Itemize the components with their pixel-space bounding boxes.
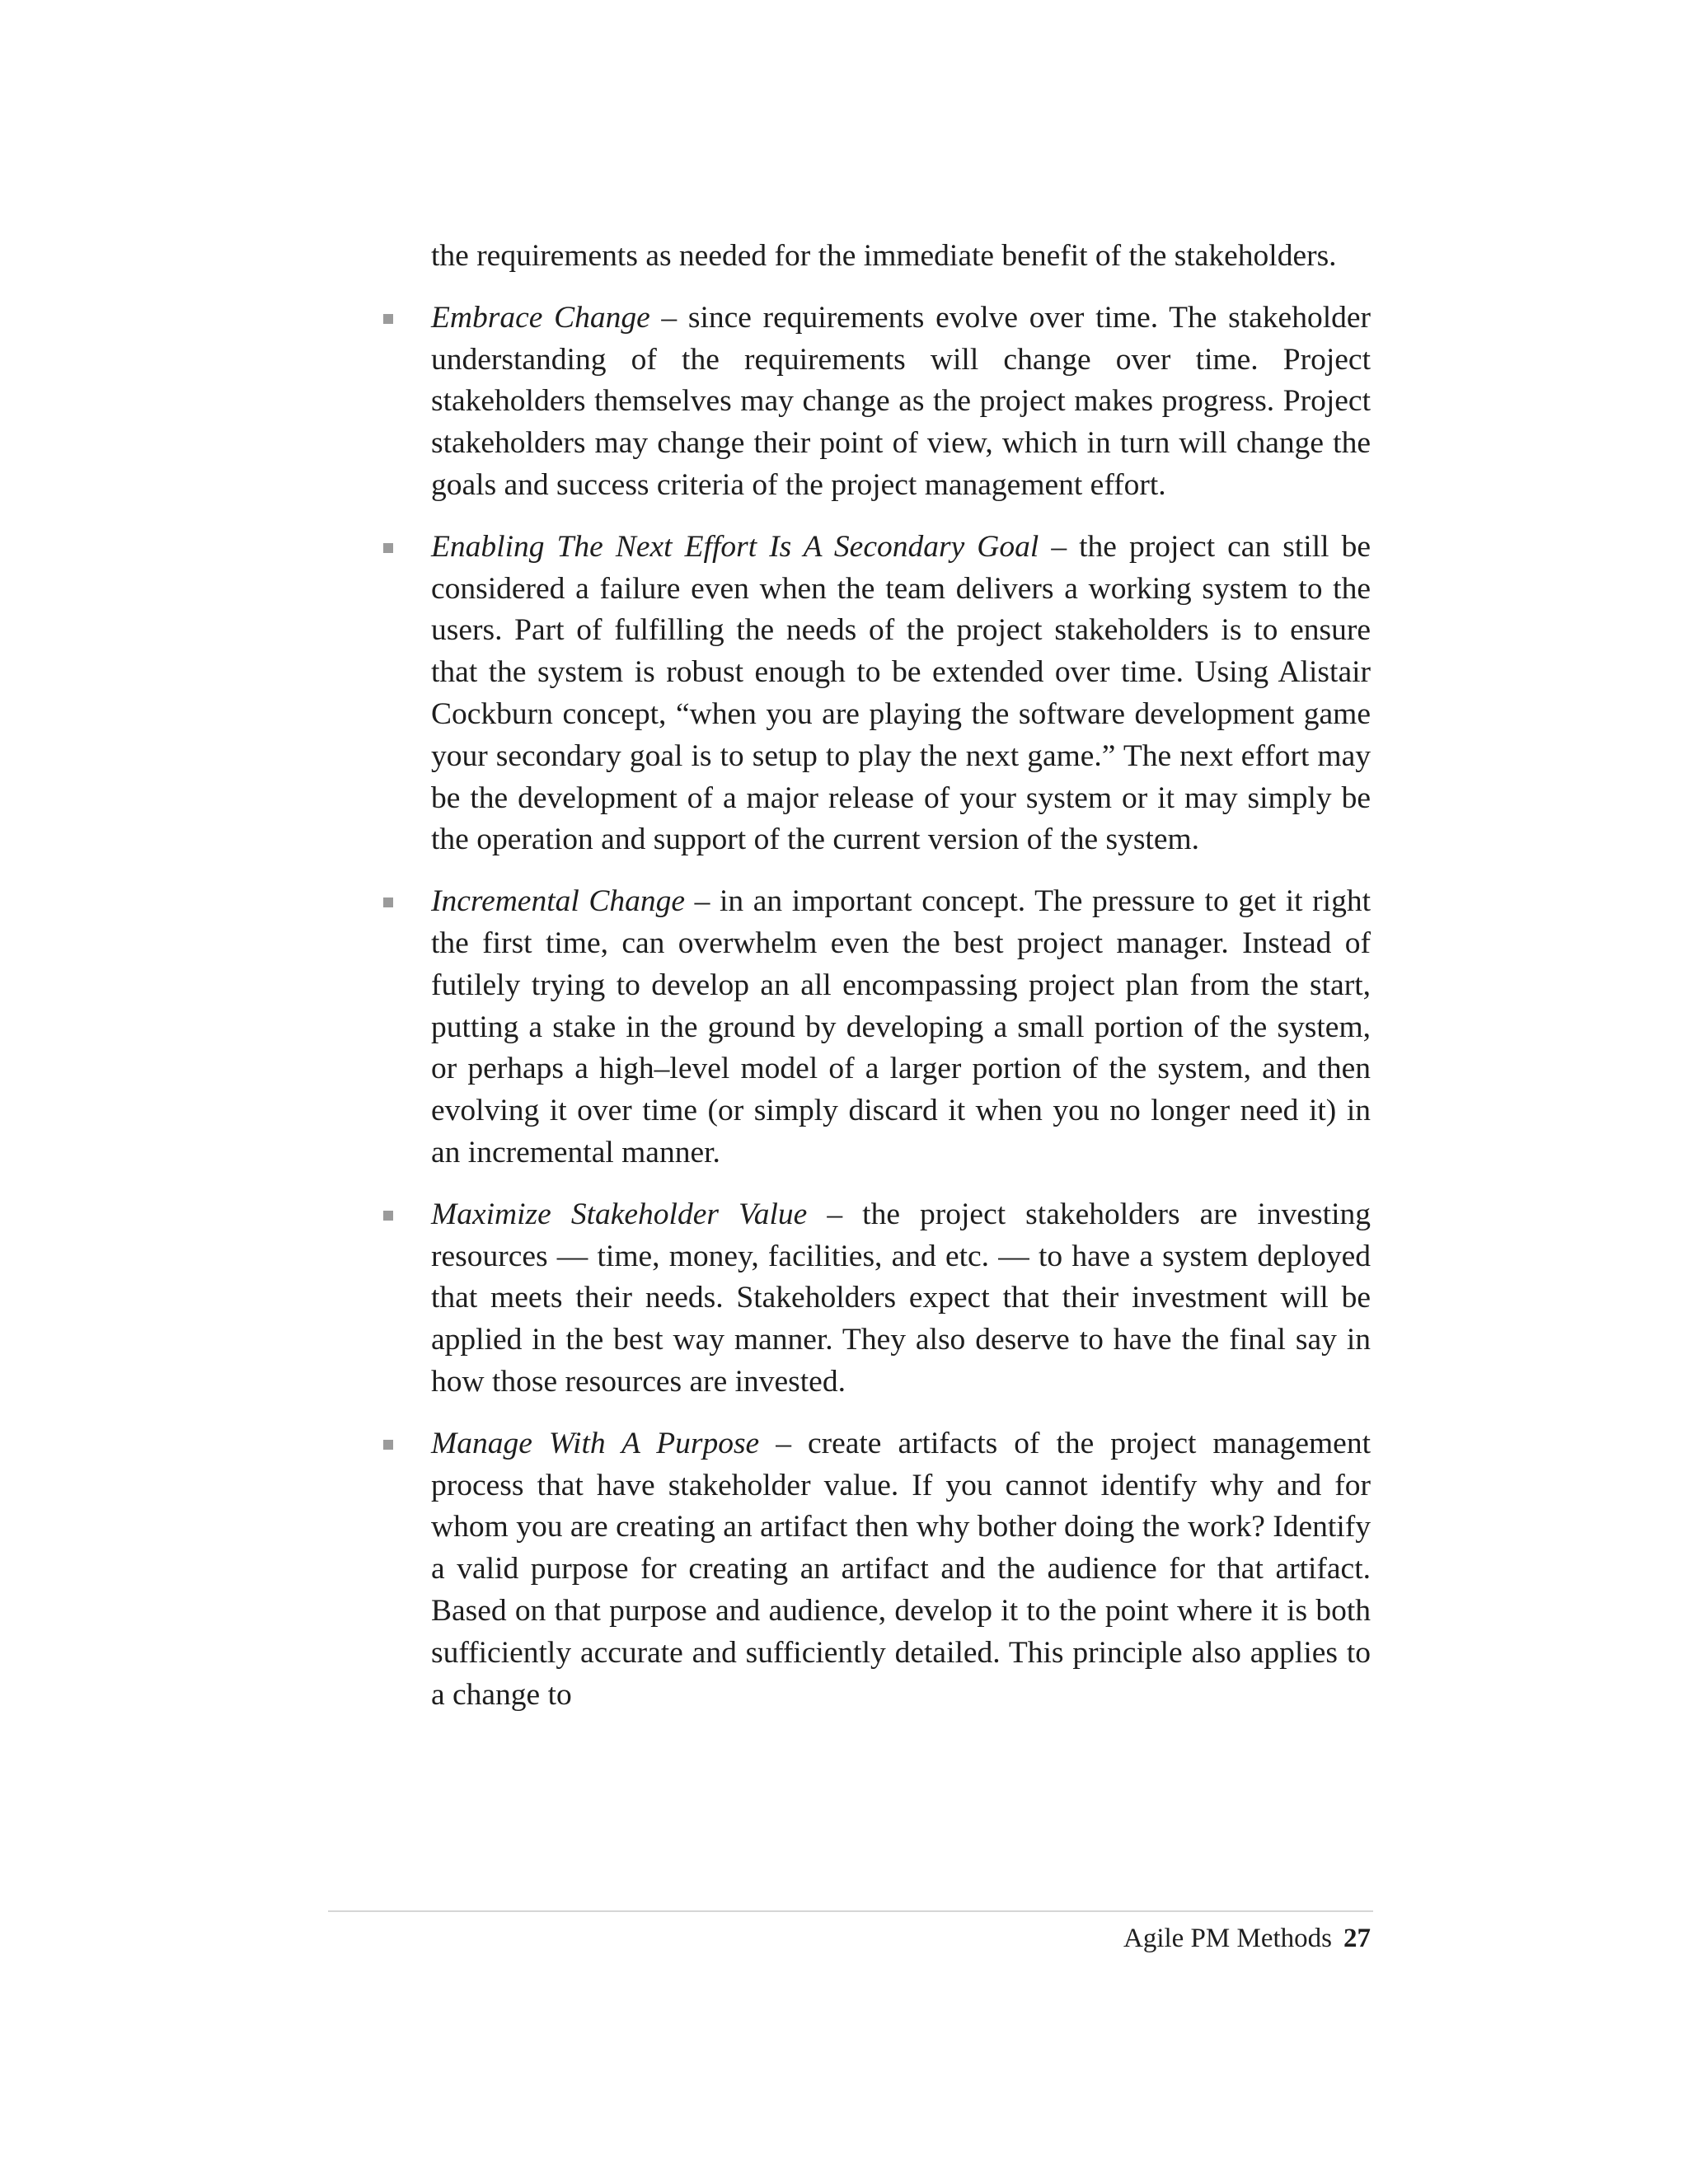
principle-enabling-next-effort	[431, 527, 1371, 861]
square-bullet-icon	[383, 543, 393, 553]
continuation-paragraph: the requirements as needed for the immediate benefit of the stakeholders.	[431, 239, 1337, 273]
principle-text: – the project can still be considered a failure even when the team delivers a working system to the users. Part of fulfilling the needs of the project stakeholders is to ensure that the system is robust enough to be extended over time. Using Alistair Cockburn concept, “when you are playing the software development game your secondary goal is to setup to play the next game.” The next effort may be the development of a major release of your system or it may simply be the operation and support of the current version of the system.	[431, 529, 1371, 857]
page-number: 27	[1343, 1924, 1371, 1953]
principle-term: Manage With A Purpose	[431, 1426, 760, 1460]
principle-text: – in an important concept. The pressure to get it right the first time, can overwhelm even the best project manager. Instead of futilely trying to develop an all encompassing project plan from the start, putting a stake in the ground by developing a small portion of the system, or perhaps a high–level model of a larger portion of the system, and then evolving it over time (or simply discard it when you no longer need it) in an incremental manner.	[431, 884, 1371, 1169]
principle-text: – the project stakeholders are investing resources — time, money, facilities, and etc. — to have a system deployed that meets their needs. Stakeholders expect that their investment will be applied in the best way manner. They also deserve to have the final say in how those resources are invested.	[431, 1197, 1371, 1399]
square-bullet-icon	[383, 1440, 393, 1450]
principle-embrace-change	[431, 298, 1371, 507]
principle-term: Embrace Change	[431, 300, 650, 335]
principle-term: Maximize Stakeholder Value	[431, 1197, 808, 1231]
principle-maximize-stakeholder-value	[431, 1194, 1371, 1404]
running-footer-title: Agile PM Methods	[1123, 1924, 1332, 1953]
square-bullet-icon	[383, 314, 393, 324]
principle-manage-with-purpose	[431, 1423, 1371, 1717]
principle-text: – create artifacts of the project management process that have stakeholder value. If you cannot identify why and for whom you are creating an artifact then why bother doing the work? Identify a valid purpose for creating an artifact and the audience for that artifact. Based on that purpose and audience, develop it to the point where it is both sufficiently accurate and sufficiently detailed. This principle also applies to a change to	[431, 1426, 1371, 1712]
principle-term: Incremental Change	[431, 884, 686, 919]
principle-incremental-change	[431, 881, 1371, 1174]
footer-divider	[328, 1910, 1373, 1912]
page-footer	[1123, 1920, 1371, 1957]
principle-text: – since requirements evolve over time. The stakeholder understanding of the requirements will change over time. Project stakeholders themselves may change as the project makes progress. Project stakeholders may change their point of view, which in turn will change the goals and success criteria of the project management effort.	[431, 300, 1371, 502]
principle-term: Enabling The Next Effort Is A Secondary Goal	[431, 529, 1039, 564]
square-bullet-icon	[383, 898, 393, 907]
square-bullet-icon	[383, 1211, 393, 1221]
body-text	[431, 236, 1371, 1736]
